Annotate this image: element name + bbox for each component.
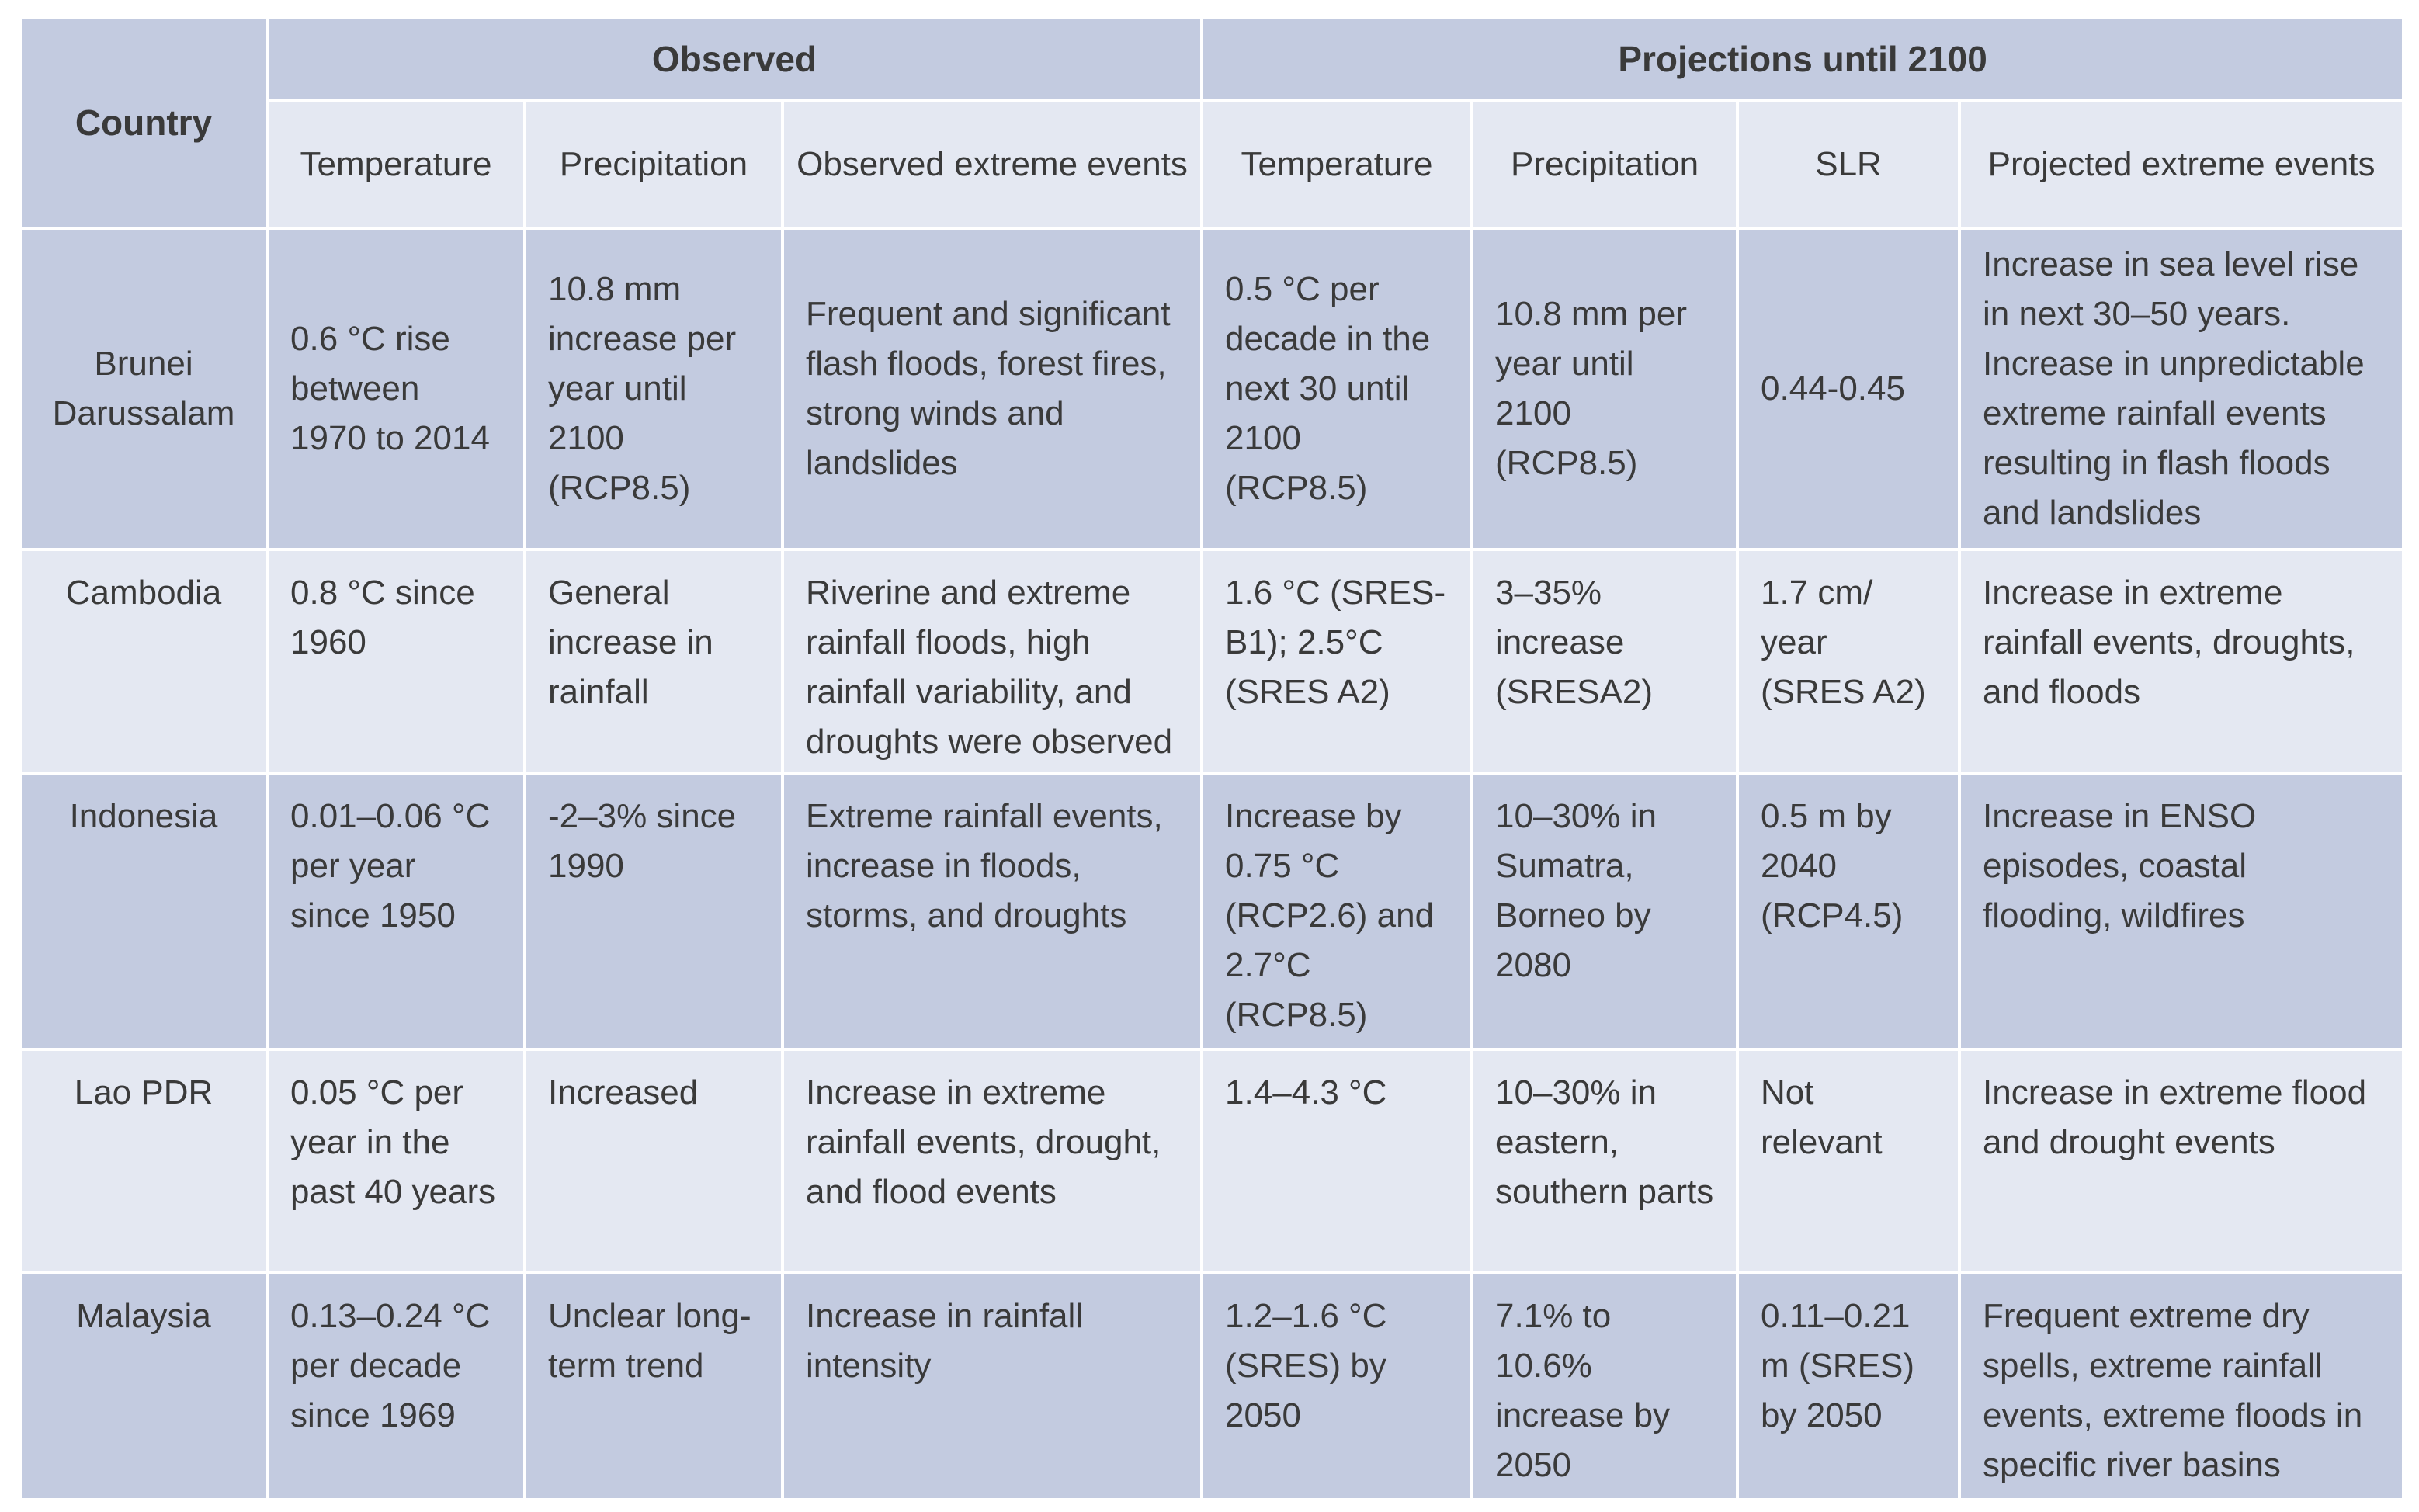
proj-extreme-cell: Frequent extreme dry spells, extreme rainfall events, extreme floods in specific river basins [1959,1273,2403,1500]
obs-extreme-cell: Frequent and significant flash floods, forest fires, strong winds and landslides [783,228,1202,550]
obs-temperature-cell: 0.8 °C since 1960 [267,550,525,773]
country-cell: Lao PDR [20,1049,267,1273]
obs-extreme-cell: Extreme rainfall events, increase in floods, storms, and droughts [783,773,1202,1049]
climate-table [19,16,2405,1501]
header-proj-temperature: Temperature [1202,101,1472,228]
proj-precipitation-cell: 10–30% in Sumatra, Borneo by 2080 [1472,773,1737,1049]
proj-extreme-cell: Increase in sea level rise in next 30–50 years. Increase in unpredictable extreme rainfall events resulting in flash floods and landslides [1959,228,2403,550]
proj-extreme-cell: Increase in ENSO episodes, coastal flooding, wildfires [1959,773,2403,1049]
slr-cell: 1.7 cm/ year (SRES A2) [1737,550,1959,773]
proj-extreme-cell: Increase in extreme rainfall events, droughts, and floods [1959,550,2403,773]
proj-temperature-cell: 1.6 °C (SRES-B1); 2.5°C (SRES A2) [1202,550,1472,773]
table-row [20,550,2403,773]
header-observed: Observed [267,17,1202,101]
country-cell: Brunei Darussalam [20,228,267,550]
table-row [20,1273,2403,1500]
obs-temperature-cell: 0.05 °C per year in the past 40 years [267,1049,525,1273]
country-cell: Malaysia [20,1273,267,1500]
country-cell: Indonesia [20,773,267,1049]
header-obs-temperature: Temperature [267,101,525,228]
slr-cell: Not relevant [1737,1049,1959,1273]
table-row [20,773,2403,1049]
slr-cell: 0.44-0.45 [1737,228,1959,550]
header-proj-extreme-events: Projected extreme events [1959,101,2403,228]
table-row [20,228,2403,550]
proj-temperature-cell: Increase by 0.75 °C (RCP2.6) and 2.7°C (RCP8.5) [1202,773,1472,1049]
slr-cell: 0.5 m by 2040 (RCP4.5) [1737,773,1959,1049]
proj-precipitation-cell: 10.8 mm per year until 2100 (RCP8.5) [1472,228,1737,550]
proj-temperature-cell: 0.5 °C per decade in the next 30 until 2100 (RCP8.5) [1202,228,1472,550]
table-row [20,1049,2403,1273]
obs-precipitation-cell: -2–3% since 1990 [525,773,783,1049]
obs-precipitation-cell: 10.8 mm increase per year until 2100 (RCP8.5) [525,228,783,550]
header-proj-precipitation: Precipitation [1472,101,1737,228]
header-sub-row [20,101,2403,228]
obs-precipitation-cell: Increased [525,1049,783,1273]
obs-temperature-cell: 0.13–0.24 °C per decade since 1969 [267,1273,525,1500]
obs-extreme-cell: Riverine and extreme rainfall floods, high rainfall variability, and droughts were observed [783,550,1202,773]
header-obs-extreme-events: Observed extreme events [783,101,1202,228]
proj-precipitation-cell: 7.1% to 10.6% increase by 2050 [1472,1273,1737,1500]
proj-temperature-cell: 1.4–4.3 °C [1202,1049,1472,1273]
country-cell: Cambodia [20,550,267,773]
proj-precipitation-cell: 10–30% in eastern, southern parts [1472,1049,1737,1273]
obs-precipitation-cell: General increase in rainfall [525,550,783,773]
obs-extreme-cell: Increase in extreme rainfall events, drought, and flood events [783,1049,1202,1273]
header-slr: SLR [1737,101,1959,228]
header-country: Country [20,17,267,228]
slr-cell: 0.11–0.21 m (SRES) by 2050 [1737,1273,1959,1500]
obs-extreme-cell: Increase in rainfall intensity [783,1273,1202,1500]
proj-temperature-cell: 1.2–1.6 °C (SRES) by 2050 [1202,1273,1472,1500]
header-group-row [20,17,2403,101]
proj-precipitation-cell: 3–35% increase (SRESA2) [1472,550,1737,773]
obs-precipitation-cell: Unclear long-term trend [525,1273,783,1500]
obs-temperature-cell: 0.6 °C rise between 1970 to 2014 [267,228,525,550]
obs-temperature-cell: 0.01–0.06 °C per year since 1950 [267,773,525,1049]
proj-extreme-cell: Increase in extreme flood and drought events [1959,1049,2403,1273]
header-projections: Projections until 2100 [1202,17,2403,101]
header-obs-precipitation: Precipitation [525,101,783,228]
